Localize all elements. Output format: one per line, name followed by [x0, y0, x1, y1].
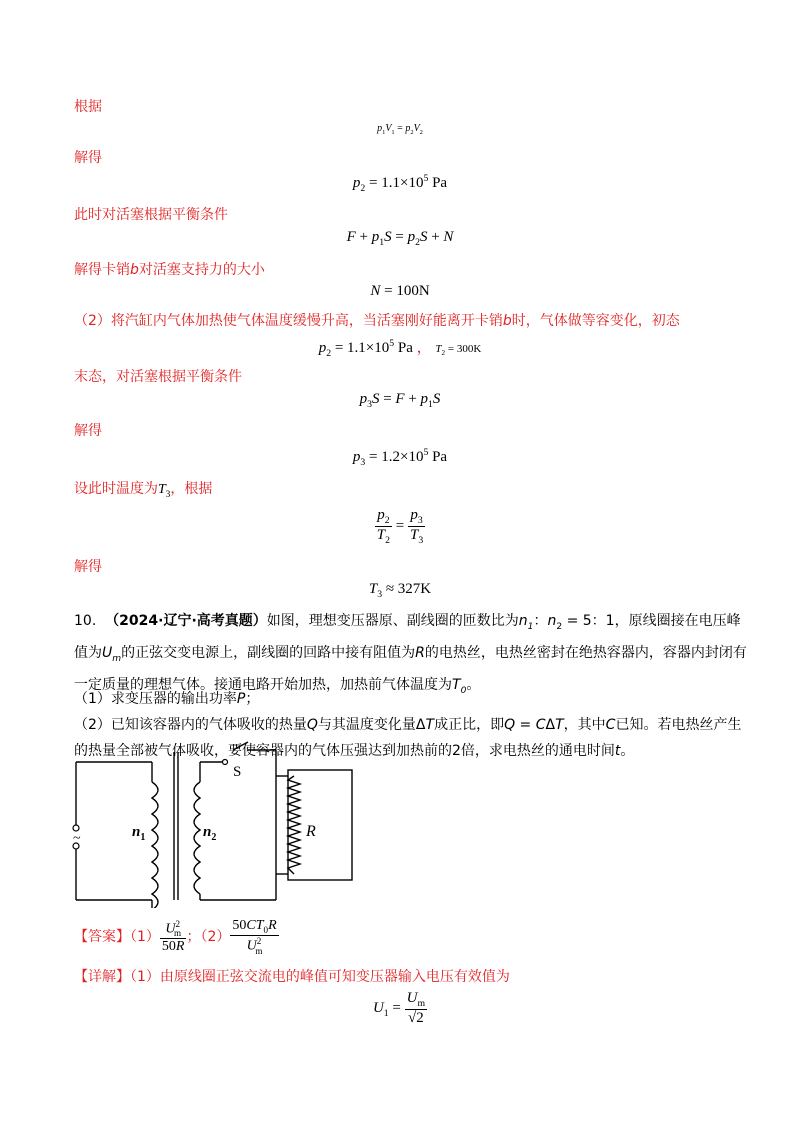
equation-p2: $p_2 = 1.1\times 10^5$ Pa [352, 173, 448, 194]
text-balance-1: 此时对活塞根据平衡条件 [74, 207, 228, 223]
answer-tag: 【答案】 [74, 929, 130, 946]
n2-label: $n_2$ [203, 824, 217, 843]
answer-line: 【答案】（1） $\frac{U^2_m}{50R}$ ；（2） $\frac{50CT_0R}{U^2_m}$ [74, 918, 277, 956]
transformer-circuit-diagram [70, 740, 360, 908]
text-set-temp: 设此时温度为$T_3$，根据 [74, 481, 213, 499]
n1-label: $n_1$ [132, 824, 146, 843]
resistor-label: R [306, 823, 316, 840]
equation-force-balance-2: $p_3S = F + p_1S$ [359, 391, 441, 410]
text-final-state: 末态，对活塞根据平衡条件 [74, 369, 242, 385]
question-source: （2024·辽宁·高考真题） [105, 613, 267, 629]
text-support-force: 解得卡销b对活塞支持力的大小 [74, 262, 265, 278]
ac-source-symbol: ~ [73, 831, 81, 846]
question-stem: 10. （2024·辽宁·高考真题）如图，理想变压器原、副线圈的匝数比为$n_1$：$n_2 = 5$：1，原线圈接在电压峰值为$U_m$的正弦交变电源上，副线圈的回路中接有阻值为R的电热丝，电热丝密封在绝热容器内，容器内封闭有一定质量的理想气体。接通电路开始加热，加热前气体温度为$T_0$。 [74, 613, 747, 696]
switch-label: S [233, 764, 242, 780]
text-jiede-2: 解得 [74, 423, 102, 439]
text-genju: 根据 [74, 99, 102, 115]
detail-tag: 【详解】 [74, 969, 130, 985]
equation-charles: $\frac{p_2}{T_2}$ = $\frac{p_3}{T_3}$ [376, 507, 424, 547]
detail-text: （1）由原线圈正弦交流电的峰值可知变压器输入电压有效值为 [130, 969, 510, 985]
text-part2-intro: （2）将汽缸内气体加热使气体温度缓慢升高，当活塞刚好能离开卡销b时，气体做等容变化，初态 [74, 313, 680, 329]
switch-pivot-icon [223, 760, 228, 765]
equation-t3: $T_3 \approx 327K$ [368, 581, 432, 600]
equation-u1: $U_1$ = $\frac{U_m}{√2}$ [372, 990, 426, 1027]
answer-1-formula: $\frac{U^2_m}{50R}$ [161, 918, 185, 955]
text-jiede-1: 解得 [74, 150, 102, 166]
answer-2-formula: $\frac{50CT_0R}{U^2_m}$ [232, 918, 277, 956]
equation-force-balance-1: $F + p_1S = p_2S + N$ [346, 229, 454, 248]
equation-boyle: $p_1V_1 = p_2V_2$ [377, 123, 423, 136]
question-part1: （1）求变压器的输出功率P； [74, 691, 260, 707]
equation-n: N = 100N [370, 283, 430, 299]
equation-initial-state: $p_2 = 1.1\times 10^5$ Pa ， $T_2 = 300K$ [318, 338, 482, 359]
question-part2: （2）已知该容器内的气体吸收的热量Q与其温度变化量ΔT成正比，即Q = CΔT，其中C已知。若电热丝产生的热量全部被气体吸收，要使容器内的气体压强达到加热前的2倍，求电热丝的通电时间t。 [74, 717, 742, 759]
equation-p3: $p_3 = 1.2\times 10^5$ Pa [352, 447, 448, 468]
detail-line [74, 966, 510, 986]
question-number: 10. [74, 613, 97, 629]
text-jiede-3: 解得 [74, 559, 102, 575]
